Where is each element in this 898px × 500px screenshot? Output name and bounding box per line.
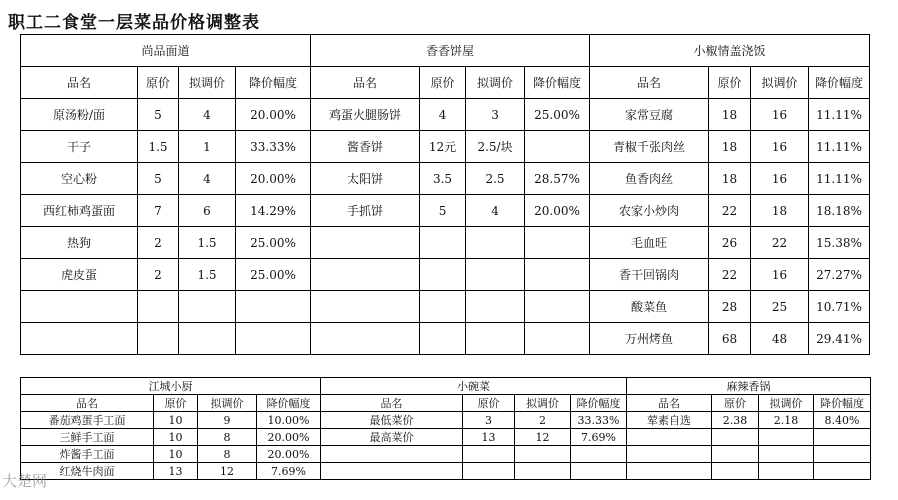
table-cell: 红烧牛肉面	[21, 463, 154, 480]
table-cell: 16	[751, 259, 809, 291]
table-cell: 家常豆腐	[590, 99, 709, 131]
table-cell: 4	[466, 195, 525, 227]
column-header: 原价	[709, 67, 751, 99]
column-header: 降价幅度	[571, 395, 627, 412]
table-cell	[525, 323, 590, 355]
table-cell: 毛血旺	[590, 227, 709, 259]
table-cell	[463, 463, 515, 480]
table-cell	[21, 291, 138, 323]
table-cell	[466, 227, 525, 259]
column-header: 降价幅度	[809, 67, 870, 99]
table-cell: 虎皮蛋	[21, 259, 138, 291]
table-cell: 20.00%	[257, 429, 321, 446]
top-header-row	[21, 67, 870, 99]
table-cell: 1.5	[138, 131, 179, 163]
table-cell	[712, 429, 759, 446]
table-cell: 5	[138, 163, 179, 195]
bottom-header-row	[21, 395, 871, 412]
table-cell: 酸菜鱼	[590, 291, 709, 323]
table-cell: 3.5	[420, 163, 466, 195]
table-cell: 4	[179, 99, 236, 131]
table-cell	[814, 429, 871, 446]
table-cell: 5	[138, 99, 179, 131]
table-cell: 2.38	[712, 412, 759, 429]
table-cell: 22	[751, 227, 809, 259]
table-cell: 18	[709, 131, 751, 163]
table-cell: 炸酱手工面	[21, 446, 154, 463]
column-header: 拟调价	[179, 67, 236, 99]
table-cell: 1.5	[179, 259, 236, 291]
table-cell: 4	[420, 99, 466, 131]
top-section-name: 小椒情盖浇饭	[590, 35, 870, 67]
table-cell: 26	[709, 227, 751, 259]
column-header: 降价幅度	[814, 395, 871, 412]
table-cell	[759, 446, 814, 463]
table-cell	[759, 429, 814, 446]
table-cell: 鸡蛋火腿肠饼	[311, 99, 420, 131]
table-row	[21, 195, 870, 227]
column-header: 拟调价	[466, 67, 525, 99]
table-cell: 最高菜价	[321, 429, 463, 446]
table-cell	[525, 227, 590, 259]
table-cell: 2	[138, 259, 179, 291]
table-cell: 鱼香肉丝	[590, 163, 709, 195]
table-cell	[179, 323, 236, 355]
table-row	[21, 259, 870, 291]
table-cell: 干子	[21, 131, 138, 163]
column-header: 品名	[311, 67, 420, 99]
table-cell: 5	[420, 195, 466, 227]
table-row	[21, 463, 871, 480]
table-cell	[138, 323, 179, 355]
table-cell	[321, 463, 463, 480]
table-cell: 27.27%	[809, 259, 870, 291]
table-cell	[321, 446, 463, 463]
table-cell: 荤素自选	[627, 412, 712, 429]
table-cell: 16	[751, 131, 809, 163]
table-cell: 12	[198, 463, 257, 480]
table-cell: 20.00%	[257, 446, 321, 463]
table-cell	[571, 463, 627, 480]
table-cell	[21, 323, 138, 355]
table-cell: 万州烤鱼	[590, 323, 709, 355]
table-cell: 18.18%	[809, 195, 870, 227]
table-cell	[236, 291, 311, 323]
table-cell: 12元	[420, 131, 466, 163]
table-cell	[179, 291, 236, 323]
table-cell	[311, 291, 420, 323]
table-cell	[515, 463, 571, 480]
table-cell: 10.00%	[257, 412, 321, 429]
table-cell: 13	[463, 429, 515, 446]
table-cell: 11.11%	[809, 163, 870, 195]
table-cell: 20.00%	[236, 99, 311, 131]
table-cell: 28.57%	[525, 163, 590, 195]
table-row	[21, 446, 871, 463]
table-cell	[525, 259, 590, 291]
column-header: 品名	[321, 395, 463, 412]
bottom-section-name: 小碗菜	[321, 378, 627, 395]
table-cell: 三鲜手工面	[21, 429, 154, 446]
table-cell	[466, 291, 525, 323]
table-cell: 7.69%	[257, 463, 321, 480]
table-cell: 7	[138, 195, 179, 227]
table-cell	[814, 446, 871, 463]
column-header: 原价	[463, 395, 515, 412]
table-cell: 农家小炒肉	[590, 195, 709, 227]
table-cell	[759, 463, 814, 480]
table-cell	[311, 259, 420, 291]
table-cell: 最低菜价	[321, 412, 463, 429]
column-header: 原价	[154, 395, 198, 412]
table-cell	[814, 463, 871, 480]
table-cell: 33.33%	[236, 131, 311, 163]
column-header: 品名	[590, 67, 709, 99]
column-header: 拟调价	[515, 395, 571, 412]
table-cell	[627, 463, 712, 480]
column-header: 品名	[627, 395, 712, 412]
column-header: 降价幅度	[525, 67, 590, 99]
table-cell: 18	[709, 163, 751, 195]
table-cell: 10	[154, 446, 198, 463]
table-cell: 3	[466, 99, 525, 131]
column-header: 品名	[21, 395, 154, 412]
table-cell: 16	[751, 163, 809, 195]
table-row	[21, 412, 871, 429]
column-header: 原价	[712, 395, 759, 412]
table-cell: 7.69%	[571, 429, 627, 446]
table-row	[21, 291, 870, 323]
table-cell: 25.00%	[236, 259, 311, 291]
table-cell: 12	[515, 429, 571, 446]
table-cell: 6	[179, 195, 236, 227]
table-cell	[525, 131, 590, 163]
table-cell: 2.18	[759, 412, 814, 429]
table-cell	[525, 291, 590, 323]
table-row	[21, 323, 870, 355]
table-cell: 4	[179, 163, 236, 195]
top-section-name: 尚品面道	[21, 35, 311, 67]
table-cell: 48	[751, 323, 809, 355]
table-cell: 番茄鸡蛋手工面	[21, 412, 154, 429]
column-header: 品名	[21, 67, 138, 99]
column-header: 原价	[138, 67, 179, 99]
table-cell: 11.11%	[809, 131, 870, 163]
top-section-row	[21, 35, 870, 67]
table-cell: 13	[154, 463, 198, 480]
table-cell: 2.5/块	[466, 131, 525, 163]
watermark: 大楚网	[2, 472, 48, 490]
column-header: 原价	[420, 67, 466, 99]
table-cell: 热狗	[21, 227, 138, 259]
table-row	[21, 429, 871, 446]
table-cell: 8	[198, 429, 257, 446]
table-cell	[712, 446, 759, 463]
column-header: 降价幅度	[236, 67, 311, 99]
table-cell	[311, 227, 420, 259]
table-cell: 香干回锅肉	[590, 259, 709, 291]
table-cell: 29.41%	[809, 323, 870, 355]
table-cell: 68	[709, 323, 751, 355]
table-cell: 太阳饼	[311, 163, 420, 195]
table-cell: 20.00%	[236, 163, 311, 195]
table-cell: 18	[751, 195, 809, 227]
table-cell: 25.00%	[525, 99, 590, 131]
table-cell: 9	[198, 412, 257, 429]
table-row	[21, 227, 870, 259]
table-cell: 20.00%	[525, 195, 590, 227]
table-cell	[311, 323, 420, 355]
table-cell: 西红柿鸡蛋面	[21, 195, 138, 227]
table-row	[21, 163, 870, 195]
column-header: 拟调价	[759, 395, 814, 412]
page-title: 职工二食堂一层菜品价格调整表	[8, 13, 260, 33]
column-header: 拟调价	[751, 67, 809, 99]
price-table-top	[20, 34, 870, 355]
table-cell: 手抓饼	[311, 195, 420, 227]
table-cell: 15.38%	[809, 227, 870, 259]
table-cell: 16	[751, 99, 809, 131]
table-row	[21, 131, 870, 163]
table-cell	[420, 259, 466, 291]
table-cell	[466, 323, 525, 355]
table-cell: 11.11%	[809, 99, 870, 131]
price-table-bottom	[20, 377, 871, 480]
table-cell: 10	[154, 412, 198, 429]
column-header: 降价幅度	[257, 395, 321, 412]
table-cell: 2.5	[466, 163, 525, 195]
table-cell: 33.33%	[571, 412, 627, 429]
bottom-section-name: 江城小厨	[21, 378, 321, 395]
table-cell: 8.40%	[814, 412, 871, 429]
table-cell: 8	[198, 446, 257, 463]
table-cell: 青椒千张肉丝	[590, 131, 709, 163]
table-cell: 18	[709, 99, 751, 131]
column-header: 拟调价	[198, 395, 257, 412]
top-section-name: 香香饼屋	[311, 35, 590, 67]
table-cell	[463, 446, 515, 463]
table-cell	[420, 227, 466, 259]
table-cell	[627, 446, 712, 463]
table-cell	[627, 429, 712, 446]
table-cell: 1	[179, 131, 236, 163]
table-cell: 2	[515, 412, 571, 429]
table-cell	[236, 323, 311, 355]
bottom-section-name: 麻辣香锅	[627, 378, 871, 395]
table-cell: 14.29%	[236, 195, 311, 227]
table-cell	[515, 446, 571, 463]
table-cell: 22	[709, 195, 751, 227]
table-cell	[466, 259, 525, 291]
table-cell: 1.5	[179, 227, 236, 259]
table-cell: 25.00%	[236, 227, 311, 259]
table-cell: 28	[709, 291, 751, 323]
table-cell	[712, 463, 759, 480]
table-cell: 10	[154, 429, 198, 446]
table-cell: 10.71%	[809, 291, 870, 323]
table-cell: 酱香饼	[311, 131, 420, 163]
table-cell: 原汤粉/面	[21, 99, 138, 131]
table-cell	[138, 291, 179, 323]
table-cell	[571, 446, 627, 463]
bottom-section-row	[21, 378, 871, 395]
table-cell: 2	[138, 227, 179, 259]
table-cell: 空心粉	[21, 163, 138, 195]
table-cell: 3	[463, 412, 515, 429]
table-cell: 25	[751, 291, 809, 323]
table-row	[21, 99, 870, 131]
table-cell	[420, 323, 466, 355]
table-cell	[420, 291, 466, 323]
table-cell: 22	[709, 259, 751, 291]
